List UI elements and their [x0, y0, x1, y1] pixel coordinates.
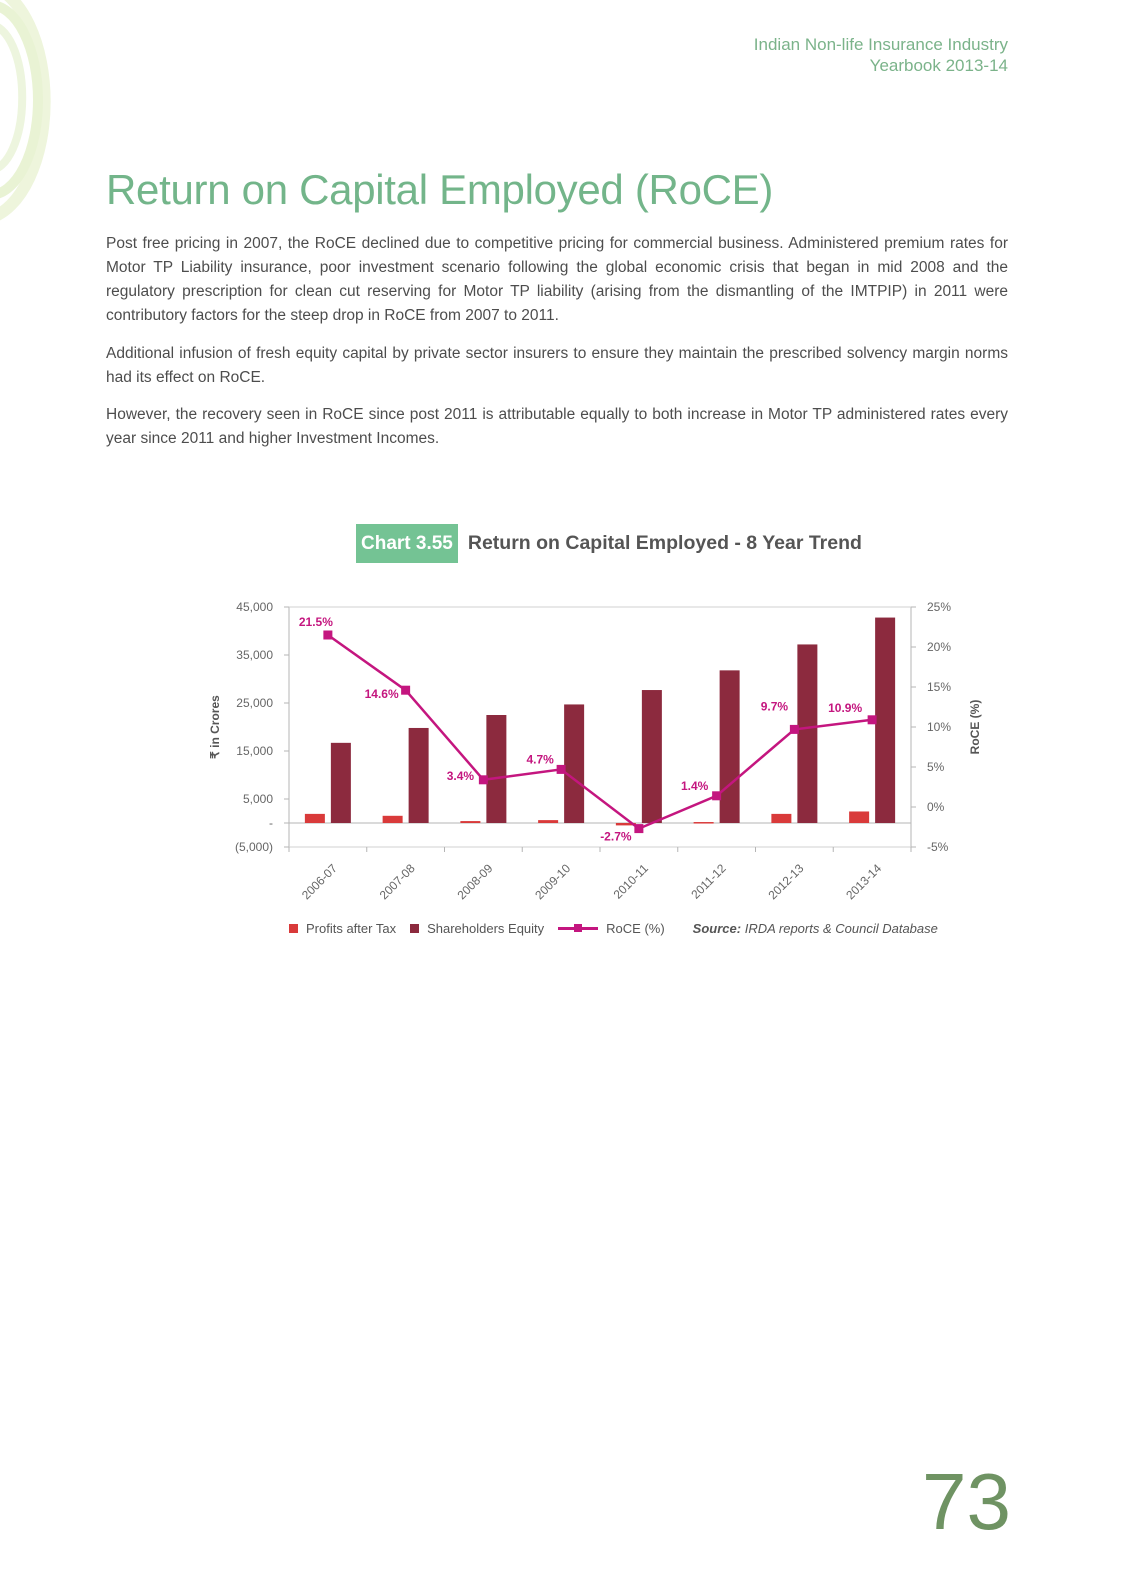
y-tick-label: 5,000: [242, 792, 273, 806]
source-text: IRDA reports & Council Database: [744, 921, 938, 936]
y2-tick-label: 25%: [927, 600, 952, 614]
x-tick-label: 2012-13: [765, 861, 807, 903]
y-tick-label: 45,000: [236, 600, 273, 614]
equity-bar: [486, 715, 506, 823]
legend-label-roce: RoCE (%): [606, 921, 665, 936]
chart-number-badge: Chart 3.55: [356, 524, 458, 563]
page-title: Return on Capital Employed (RoCE): [106, 166, 774, 213]
roce-point: [868, 715, 877, 724]
equity-bar: [409, 728, 429, 823]
paragraph-3: However, the recovery seen in RoCE since post 2011 is attributable equally to both increase in Motor TP administered rates every year since 2011 and higher Investment Incomes.: [106, 406, 1008, 447]
profits-bar: [460, 821, 480, 823]
y2-tick-label: 0%: [927, 800, 945, 814]
legend-item-equity: [410, 921, 544, 936]
y2-tick-label: 15%: [927, 680, 952, 694]
equity-bar: [875, 618, 895, 823]
roce-point: [634, 824, 643, 833]
x-tick-label: 2013-14: [843, 861, 885, 903]
legend-item-roce: [558, 921, 665, 936]
equity-bar: [331, 743, 351, 823]
profits-bar: [305, 814, 325, 823]
roce-point: [790, 725, 799, 734]
y2-tick-label: 5%: [927, 760, 945, 774]
chart-legend: [289, 921, 938, 936]
profits-bar: [694, 822, 714, 824]
y2-axis-title: RoCE (%): [968, 699, 982, 755]
profits-bar: [771, 814, 791, 823]
x-tick-label: 2011-12: [688, 861, 729, 902]
x-tick-label: 2008-09: [454, 861, 496, 903]
profits-bar: [383, 816, 403, 823]
y2-tick-label: 20%: [927, 640, 952, 654]
paragraph-1: Post free pricing in 2007, the RoCE declined due to competitive pricing for commercial business. Administered premium rates for Motor TP Liability insurance, poor investment scenario following the global economic crisis that began in mid 2008 and the regulatory prescription for clean cut reserving for Motor TP liability (arising from the dismantling of the IMTPIP) in 2011 were contributory factors for the steep drop in RoCE from 2007 to 2011.: [106, 235, 1008, 324]
header-line-2: Yearbook 2013-14: [869, 56, 1008, 75]
roce-data-label: 9.7%: [760, 699, 789, 714]
roce-data-label: -2.7%: [600, 829, 632, 844]
legend-swatch-roce: [558, 927, 598, 930]
roce-point: [479, 775, 488, 784]
roce-data-label: 3.4%: [446, 768, 475, 783]
legend-item-profits: [289, 921, 396, 936]
legend-label-equity: Shareholders Equity: [427, 921, 545, 936]
y-tick-label: (5,000): [234, 840, 273, 854]
chart-source: [693, 921, 938, 936]
roce-data-label: 4.7%: [526, 752, 554, 767]
equity-bar: [720, 670, 740, 823]
profits-bar: [538, 820, 558, 823]
roce-point: [323, 631, 332, 640]
header-line-1: Indian Non-life Insurance Industry: [753, 35, 1008, 54]
x-tick-label: 2009-10: [532, 861, 574, 903]
equity-bar: [797, 644, 817, 823]
roce-data-label: 21.5%: [298, 615, 333, 629]
page-number: 73: [922, 1457, 1011, 1546]
equity-bar: [564, 704, 584, 823]
legend-label-profits: Profits after Tax: [306, 921, 397, 936]
roce-data-label: 10.9%: [828, 700, 863, 715]
x-tick-label: 2007-08: [376, 861, 418, 903]
roce-point: [401, 686, 410, 695]
legend-swatch-profits: [289, 924, 298, 933]
x-tick-label: 2006-07: [298, 861, 340, 903]
y-tick-label: -: [269, 816, 273, 830]
x-tick-label: 2010-11: [610, 861, 651, 902]
roce-data-label: 14.6%: [364, 687, 399, 702]
chart-name: Return on Capital Employed - 8 Year Trend: [467, 532, 862, 554]
profits-bar: [849, 811, 869, 823]
roce-data-label: 1.4%: [680, 778, 709, 793]
y-tick-label: 35,000: [236, 648, 273, 662]
legend-swatch-equity: [410, 924, 419, 933]
y2-tick-label: 10%: [927, 720, 952, 734]
equity-bar: [642, 690, 662, 823]
roce-point: [712, 791, 721, 800]
paragraph-2: Additional infusion of fresh equity capital by private sector insurers to ensure they maintain the prescribed solvency margin norms had its effect on RoCE.: [106, 345, 1008, 386]
y-tick-label: 15,000: [236, 744, 273, 758]
y2-tick-label: -5%: [927, 840, 949, 854]
y-tick-label: 25,000: [236, 696, 273, 710]
roce-point: [557, 765, 566, 774]
source-prefix: Source:: [692, 921, 742, 936]
y-axis-title: ₹ in Crores: [208, 695, 222, 759]
